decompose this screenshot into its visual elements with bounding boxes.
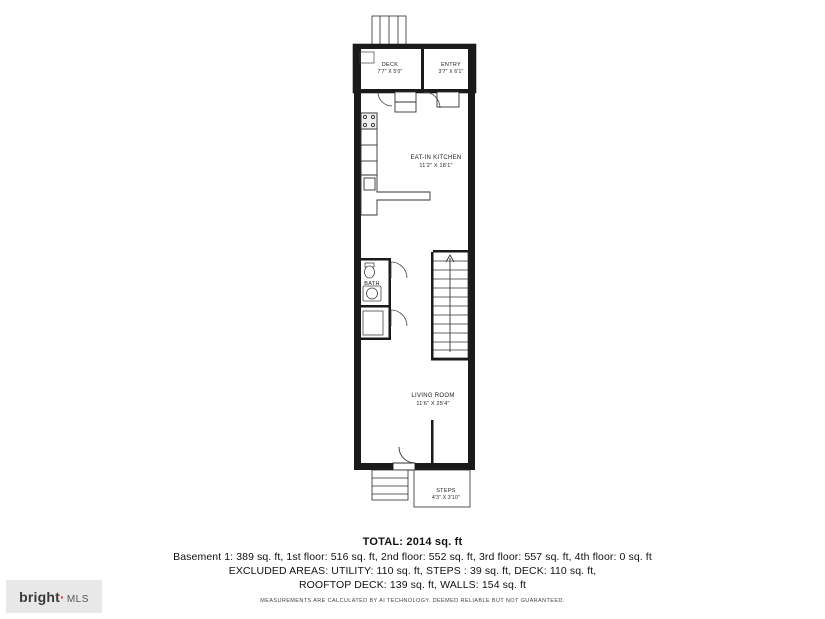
room-name: STEPS xyxy=(436,488,456,494)
room-dimensions: 3'7" X 6'1" xyxy=(438,68,464,75)
appliance-block xyxy=(437,92,459,107)
excluded-areas-line-1: EXCLUDED AREAS: UTILITY: 110 sq. ft, STEPS : 39 sq. ft, DECK: 110 sq. ft, xyxy=(228,565,597,578)
room-name: BATH xyxy=(364,281,380,287)
room-dimensions: 11'6" X 25'4" xyxy=(416,400,450,407)
staircase xyxy=(433,252,468,358)
area-summary xyxy=(0,536,825,593)
room-name: ENTRY xyxy=(440,62,462,68)
bath-door-swings xyxy=(391,262,407,326)
watermark-brand: bright xyxy=(19,588,60,605)
total-area: TOTAL: 2014 sq. ft xyxy=(362,536,463,548)
watermark-mls: MLS xyxy=(66,593,89,605)
room-label-entry xyxy=(427,62,475,75)
bright-mls-watermark xyxy=(6,580,102,613)
room-dimensions: 11'2" X 18'1" xyxy=(419,162,453,169)
room-label-steps xyxy=(418,488,474,501)
excluded-areas-line-2: ROOFTOP DECK: 139 sq. ft, WALLS: 154 sq. ft xyxy=(298,579,527,592)
bath-fixtures xyxy=(363,263,383,335)
kitchen-fixtures xyxy=(361,92,430,215)
room-name: DECK xyxy=(381,62,399,68)
room-name: LIVING ROOM xyxy=(411,393,455,399)
room-label-deck xyxy=(359,62,421,75)
room-name: EAT-IN KITCHEN xyxy=(410,155,462,161)
room-label-bath xyxy=(355,281,389,288)
room-label-living-room xyxy=(378,393,488,407)
measurement-disclaimer: MEASUREMENTS ARE CALCULATED BY AI TECHNOLOGY. DEEMED RELIABLE BUT NOT GUARANTEED. xyxy=(260,598,565,604)
floor-breakdown: Basement 1: 389 sq. ft, 1st floor: 516 sq. ft, 2nd floor: 552 sq. ft, 3rd floor: 557 sq. ft, 4th floor: 0 sq. ft xyxy=(173,551,652,563)
deck-boards xyxy=(372,16,406,45)
watermark-accent-dot: · xyxy=(59,588,65,605)
room-dimensions: 7'7" X 5'0" xyxy=(377,68,403,75)
room-label-eat-in-kitchen xyxy=(381,155,491,169)
front-door xyxy=(393,447,415,470)
room-dimensions: 4'3" X 3'10" xyxy=(432,494,460,501)
